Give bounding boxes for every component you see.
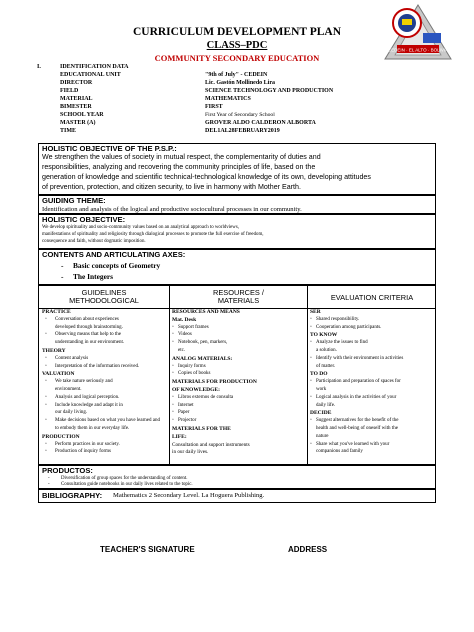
bullet-icon: ▫ <box>45 332 47 338</box>
cell-item: Production of inquiry forms <box>55 449 111 455</box>
id-value: GROVER ALDO CALDERON ALBORTA <box>205 120 316 126</box>
id-value: First Year of Secondary School <box>205 112 275 118</box>
col-resources-header-line: MATERIALS <box>217 296 260 305</box>
cell-item: etc. <box>178 348 186 353</box>
cell-item: Identify with their environment in activities <box>316 355 404 361</box>
contents-item: Basic concepts of Geometry <box>73 261 161 270</box>
cell-heading: PRODUCTION <box>42 433 80 440</box>
cell-item: understanding in our environment. <box>55 340 125 346</box>
id-label: MATERIAL <box>60 96 93 102</box>
cell-item: health and well-being of oneself with the <box>316 426 398 431</box>
col-resources-header <box>170 289 307 305</box>
id-value: "9th of July" - CEDEIN <box>205 72 268 78</box>
plan-table <box>38 285 436 465</box>
id-value: FIRST <box>205 104 223 110</box>
cell-item: developed through brainstorming. <box>55 324 123 330</box>
id-label: EDUCATIONAL UNIT <box>60 72 121 78</box>
cell-heading: LIFE: <box>172 433 187 440</box>
cell-heading: VALUATION <box>42 371 75 378</box>
cell-text: in our daily lives. <box>172 449 209 456</box>
cell-heading: DECIDE <box>310 410 332 417</box>
guiding-theme-box <box>38 195 436 214</box>
bullet-icon: ▫ <box>45 379 47 385</box>
cell-item: Logical analysis in the activities of your <box>316 394 397 400</box>
cell-item: Observing means that help to the <box>55 332 121 338</box>
school-type: COMMUNITY SECONDARY EDUCATION <box>154 53 320 63</box>
cell-item: of matter. <box>316 363 336 369</box>
cell-item: nature <box>316 433 329 439</box>
bullet-icon: ▫ <box>172 394 174 400</box>
bullet-icon: ▫ <box>172 410 174 416</box>
holistic-objective-box <box>38 214 436 249</box>
id-value: MATHEMATICS <box>205 96 251 102</box>
bullet-icon: ▫ <box>310 316 312 322</box>
cell-item: Perform practices in our society. <box>55 441 120 447</box>
column-divider <box>307 286 308 464</box>
holistic-psp-box <box>38 143 436 195</box>
bullet-icon: ▫ <box>45 441 47 447</box>
holistic-psp-line: We strengthen the values of society in mutual respect, the complementarity of duties and <box>42 153 321 161</box>
cell-item: Content analysis <box>55 355 89 361</box>
id-label: TIME <box>60 128 77 134</box>
bibliography-box <box>38 489 436 503</box>
holistic-psp-line: of prevention, protection, and citizen security, to live in harmony with Mother Earth. <box>42 183 301 191</box>
cell-heading: MATERIALS FOR PRODUCTION <box>172 379 257 386</box>
productos-box <box>38 465 436 489</box>
bullet-icon: ▫ <box>45 394 47 400</box>
bullet-icon: ▫ <box>310 441 312 447</box>
cell-item: Paper <box>178 410 190 416</box>
bullet-icon: ▫ <box>45 449 47 455</box>
cell-heading: THEORY <box>42 348 66 354</box>
cell-item: our daily living. <box>55 410 88 416</box>
cell-heading: MATERIALS FOR THE <box>172 426 231 432</box>
bullet-icon: ▫ <box>310 355 312 361</box>
bibliography-heading: BIBLIOGRAPHY: <box>42 491 103 500</box>
cell-item: environment. <box>55 387 82 392</box>
cell-item: We take nature seriously and <box>55 379 113 385</box>
guiding-theme-heading: GUIDING THEME: <box>42 196 106 205</box>
cell-item: companions and family <box>316 449 363 455</box>
cell-item: Share what you've learned with your <box>316 441 390 447</box>
cell-item: Libros externos de consulta <box>178 394 234 400</box>
id-label: FIELD <box>60 88 79 94</box>
holistic-objective-line: consequence and faith, without dogmatic imposition. <box>42 239 146 244</box>
cell-item: Notebook, pen, markers, <box>178 340 228 346</box>
bibliography-text: Mathematics 2 Secondary Level. La Hoguera Publishing. <box>113 492 265 499</box>
id-value: DEL1AL28FEBRUARY2019 <box>205 128 280 134</box>
cell-item: Conversation about experiences <box>55 316 119 322</box>
column-divider <box>169 286 170 464</box>
cell-item: to embody them in our everyday life. <box>55 426 130 431</box>
productos-item: Diversification of group spaces for the understanding of content. <box>61 476 188 481</box>
teacher-signature-label: TEACHER'S SIGNATURE <box>100 545 195 554</box>
cell-item: Interpretation of the information received. <box>55 363 140 369</box>
bullet-icon: ▫ <box>45 363 47 369</box>
bullet-icon: ▫ <box>45 355 47 361</box>
col-evaluation-header: EVALUATION CRITERIA <box>330 293 414 302</box>
cell-item: Participation and preparation of spaces for <box>316 379 401 385</box>
contents-item: The Integers <box>73 272 114 281</box>
cell-item: Make decisions based on what you have learned and <box>55 418 160 424</box>
guiding-theme-text: Identification and analysis of the logical and productive sociocultural processes in our community. <box>42 206 302 213</box>
bullet-icon: ▫ <box>172 418 174 424</box>
cell-item: Include knowledge and adapt it in <box>55 402 123 408</box>
cell-heading: SER <box>310 309 321 315</box>
logo-caption: CEDEIN · EL ALTO · BOLIVIA <box>387 47 449 53</box>
holistic-objective-heading: HOLISTIC OBJECTIVE: <box>42 215 126 224</box>
productos-bullet-icon: - <box>48 482 50 487</box>
cell-heading: OF KNOWLEDGE: <box>172 387 220 393</box>
id-label: BIMESTER <box>60 104 92 110</box>
bullet-icon: ▫ <box>45 316 47 322</box>
bullet-icon: ▫ <box>172 371 174 377</box>
holistic-psp-heading: HOLISTIC OBJECTIVE OF THE P.S.P.: <box>42 144 177 153</box>
id-value: Lic. Gastón Mollinedo Lira <box>205 80 276 86</box>
bullet-icon: ▫ <box>172 332 174 338</box>
document-title: CURRICULUM DEVELOPMENT PLAN <box>132 26 342 38</box>
bullet-icon: ▫ <box>172 363 174 369</box>
holistic-objective-line: We develop spirituality and socio-community values based on an analytical approach to worldviews, <box>42 225 239 230</box>
document-subtitle: CLASS–PDC <box>206 40 268 51</box>
col-guidelines-header-line: METHODOLOGICAL <box>69 296 139 305</box>
id-label: SCHOOL YEAR <box>60 112 104 118</box>
holistic-psp-line: responsibilities, analyzing and recovering the community principles of life, based on the <box>42 163 316 171</box>
productos-bullet-icon: - <box>48 476 50 481</box>
bullet-icon: ▫ <box>172 324 174 330</box>
bullet-icon: ▫ <box>310 340 312 346</box>
school-logo-icon <box>383 3 453 61</box>
cell-item: Internet <box>178 402 194 408</box>
contents-heading: CONTENTS AND ARTICULATING AXES: <box>42 250 186 259</box>
id-value: SCIENCE TECHNOLOGY AND PRODUCTION <box>205 88 334 94</box>
bullet-icon: ▫ <box>45 402 47 408</box>
cell-item: Projector <box>178 418 197 424</box>
holistic-psp-line: generation of knowledge and scientific technical-technological knowledge of its own, developing attitudes <box>42 173 371 181</box>
productos-item: Consultation guide notebooks in our daily lives related to the topic. <box>61 482 193 487</box>
cell-text: Consultation and support instruments <box>172 441 250 448</box>
cell-heading: RESOURCES AND MEANS <box>172 309 240 315</box>
bullet-icon: ▫ <box>310 418 312 424</box>
cell-item: work <box>316 387 327 392</box>
cell-item: Copies of books <box>178 371 211 377</box>
address-label: ADDRESS <box>288 545 328 554</box>
cell-item: Videos <box>178 332 192 338</box>
cell-heading: TO DO <box>310 371 328 378</box>
bullet-icon: ▫ <box>45 418 47 424</box>
cell-item: Inquiry forms <box>178 363 206 369</box>
cell-item: daily life. <box>316 402 336 408</box>
bullet-icon: ▫ <box>310 324 312 330</box>
bullet-icon: ▫ <box>310 379 312 385</box>
cell-item: Support frames <box>178 324 209 330</box>
cell-item: Cooperation among participants. <box>316 324 382 330</box>
col-guidelines-header-line: GUIDELINES <box>81 288 127 297</box>
id-label: MASTER (A) <box>60 120 96 126</box>
cell-item: Shared responsibility. <box>316 316 360 322</box>
id-label: DIRECTOR <box>60 80 93 86</box>
col-guidelines-header <box>39 289 169 305</box>
cell-heading: Mat. Desk <box>172 316 197 323</box>
col-resources-header-line: RESOURCES / <box>213 288 264 297</box>
cell-heading: ANALOG MATERIALS: <box>172 355 233 362</box>
cell-item: Analysis and logical perception. <box>55 394 120 400</box>
cell-heading: TO KNOW <box>310 332 338 339</box>
contents-bullet-icon: - <box>61 272 64 281</box>
contents-bullet-icon: - <box>61 261 64 270</box>
bullet-icon: ▫ <box>172 402 174 408</box>
holistic-objective-line: manifestations of spirituality and religiosity through dialogical processes to promote the full exercise of freedom, <box>42 232 264 237</box>
cell-heading: PRACTICE <box>42 309 71 315</box>
productos-heading: PRODUCTOS: <box>42 466 93 475</box>
identification-title: IDENTIFICATION DATA <box>60 64 129 70</box>
bullet-icon: ▫ <box>172 340 174 346</box>
cell-item: Analyze the issues to find <box>316 340 368 346</box>
section-number: I. <box>37 64 41 70</box>
cell-item: a solution. <box>316 348 337 353</box>
bullet-icon: ▫ <box>310 394 312 400</box>
contents-box <box>38 249 436 285</box>
cell-item: Suggest alternatives for the benefit of the <box>316 418 399 424</box>
